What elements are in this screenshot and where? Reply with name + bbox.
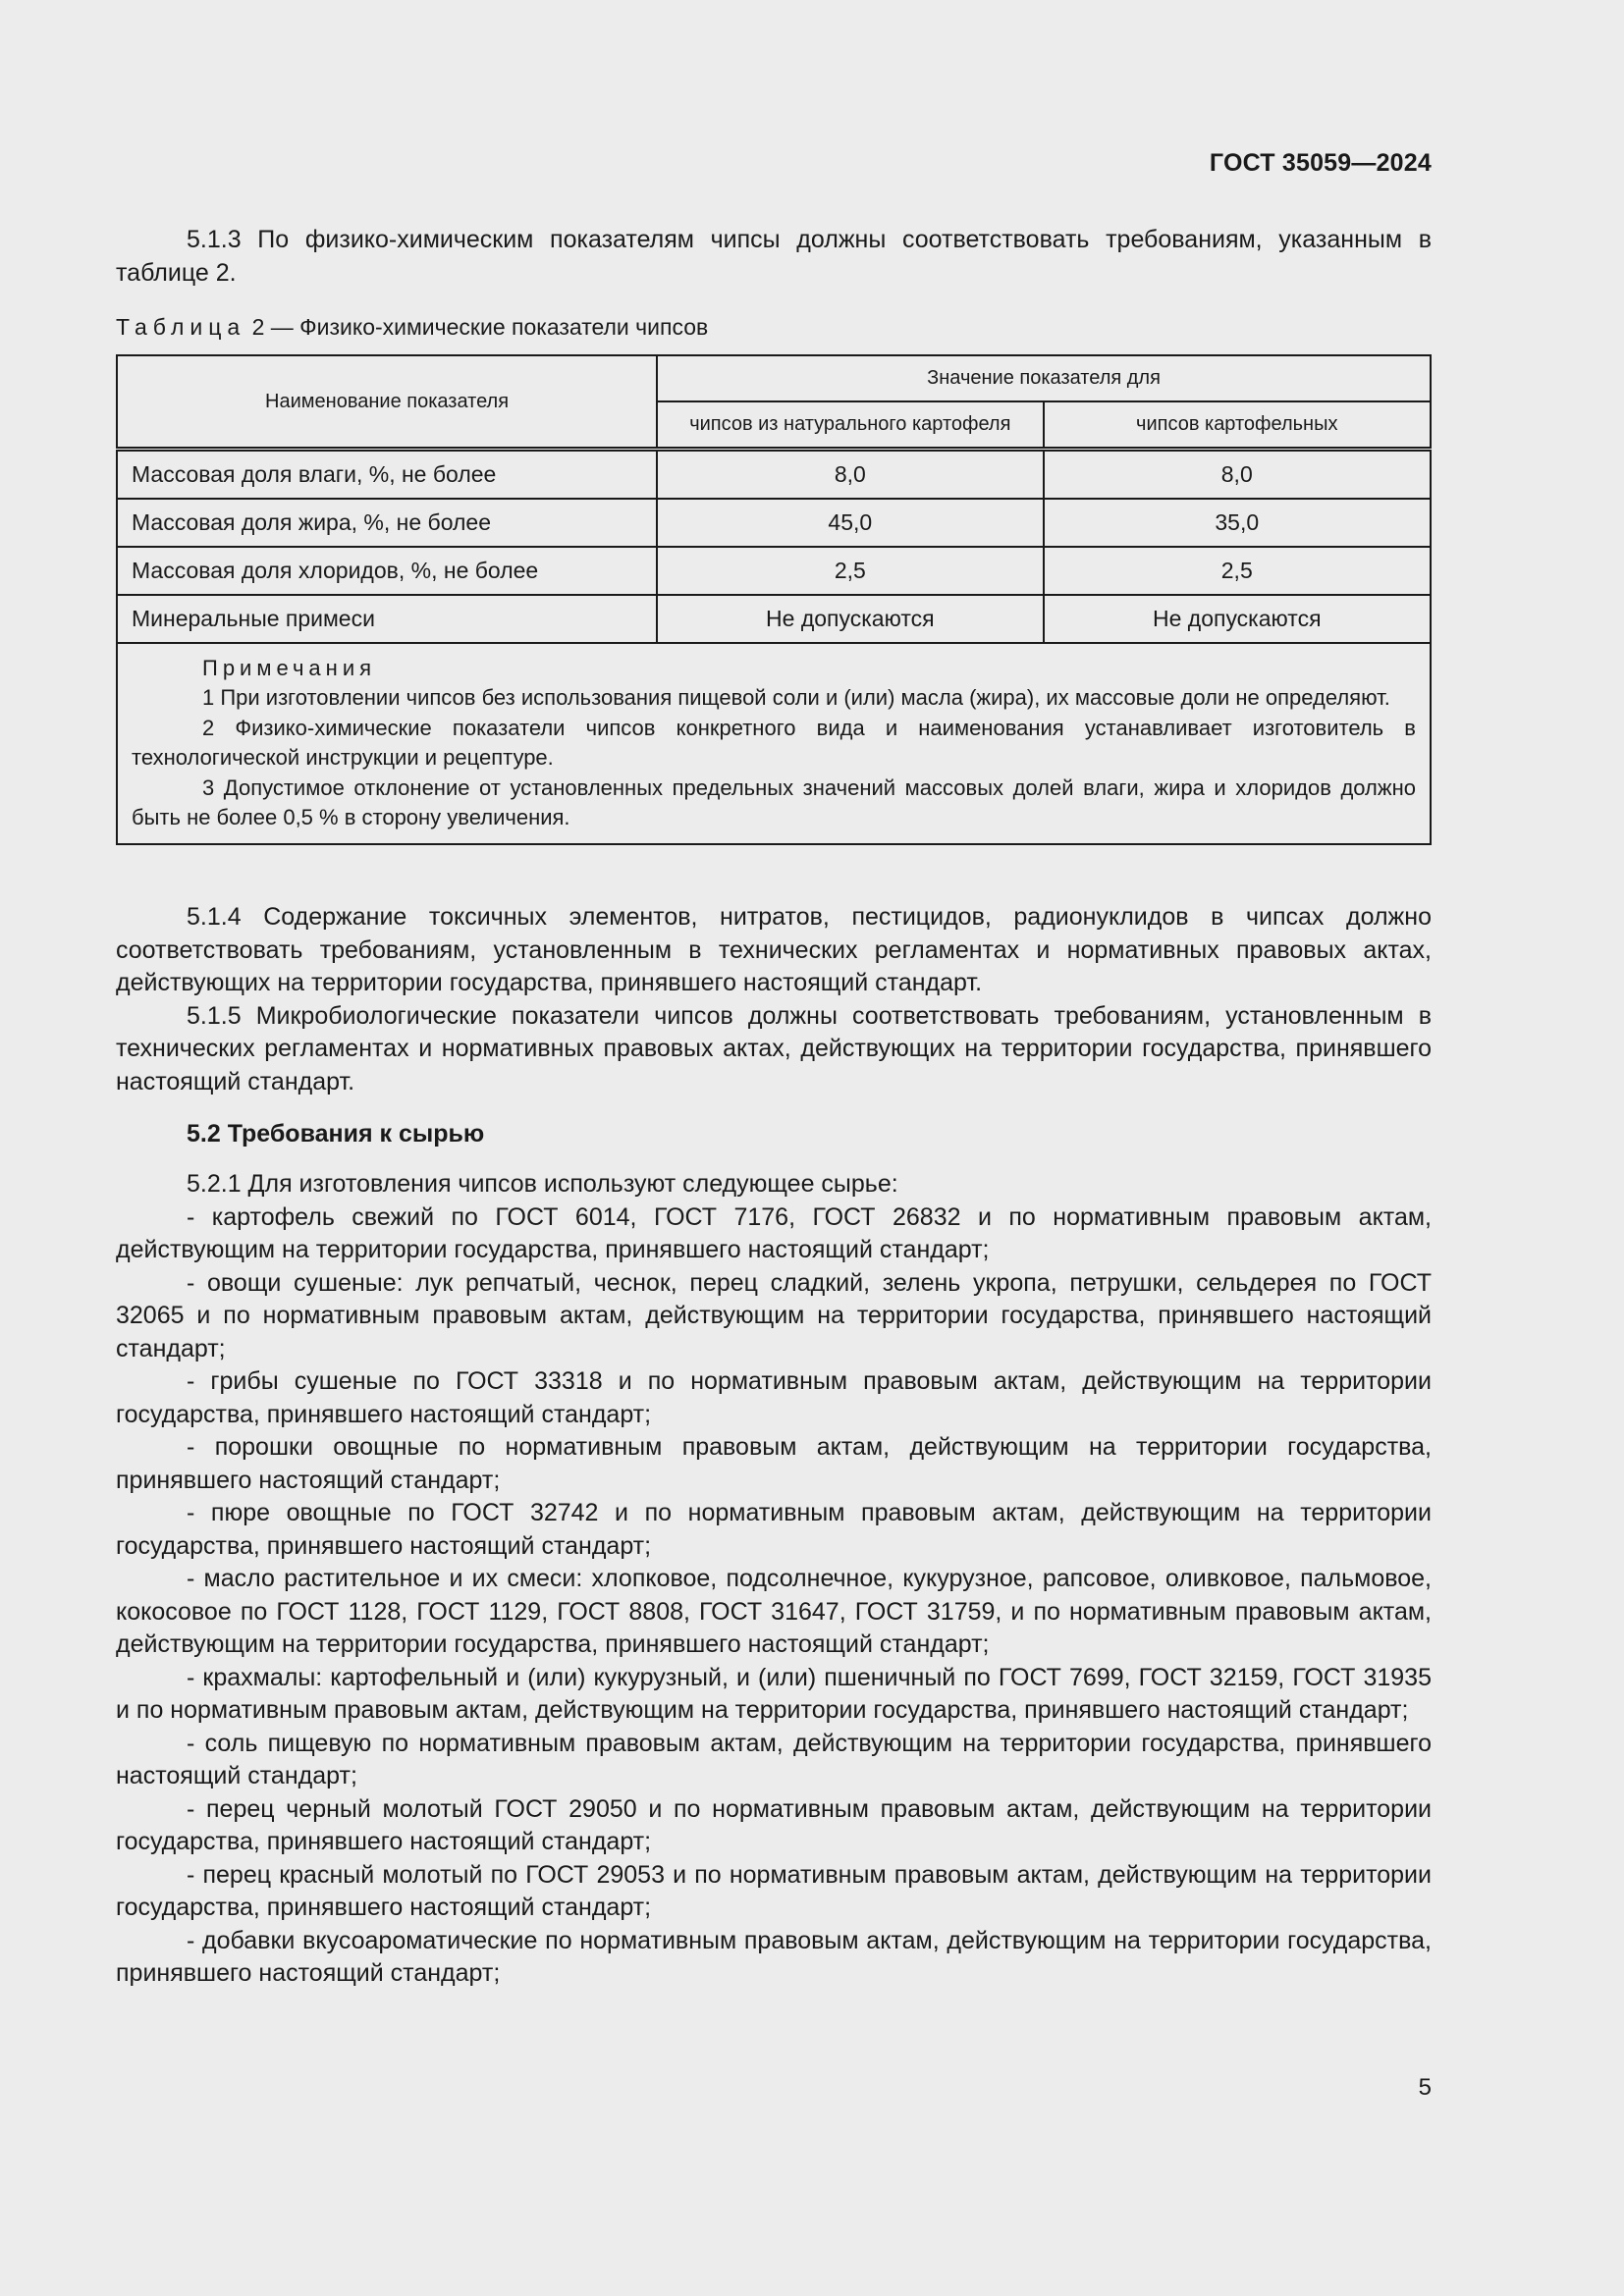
raw-materials-list [116,1168,1432,1991]
row-name: Массовая доля жира, %, не более [117,499,657,547]
table-header-row [117,355,1431,401]
note-item: 1 При изготовлении чипсов без использования пищевой соли и (или) масла (жира), их массовые доли не определяют. [202,685,1390,710]
header-value-group: Значение показателя для [657,355,1431,401]
list-item: - картофель свежий по ГОСТ 6014, ГОСТ 7176, ГОСТ 26832 и по нормативным правовым актам, действующим на территории государства, принявшего настоящий стандарт; [116,1202,1432,1263]
paragraph-5-1-5: 5.1.5 Микробиологические показатели чипсов должны соответствовать требованиям, установленным в технических регламентах и нормативных правовых актах, действующих на территории государства, принявшего настоящий стандарт. [116,1001,1432,1095]
paragraphs-5-1-4-5 [116,901,1432,1098]
row-value-a: Не допускаются [657,595,1043,643]
page-number: 5 [1418,2074,1432,2101]
table-caption [116,314,708,341]
table-caption-title: 2 — Физико-химические показатели чипсов [245,314,709,340]
row-value-b: 8,0 [1044,450,1431,500]
list-item: - порошки овощные по нормативным правовым актам, действующим на территории государства, принявшего настоящий стандарт; [116,1433,1432,1494]
row-value-a: 45,0 [657,499,1043,547]
document-page [116,0,1432,2296]
table-caption-prefix: Таблица [116,314,246,340]
list-item: - пюре овощные по ГОСТ 32742 и по нормативным правовым актам, действующим на территории государства, принявшего настоящий стандарт; [116,1499,1432,1560]
table-row [117,547,1431,595]
note-item: 2 Физико-химические показатели чипсов конкретного вида и наименования устанавливает изготовитель в технологической инструкции и рецептуре. [132,715,1416,770]
list-item: - добавки вкусоароматические по нормативным правовым актам, действующим на территории государства, принявшего настоящий стандарт; [116,1926,1432,1987]
table-notes [117,643,1431,844]
paragraph-5-1-3 [116,224,1432,290]
row-value-b: 2,5 [1044,547,1431,595]
row-value-b: Не допускаются [1044,595,1431,643]
physchem-table [116,354,1432,845]
document-code: ГОСТ 35059—2024 [1209,149,1432,177]
notes-title: Примечания [202,656,377,680]
paragraph-5-1-4: 5.1.4 Содержание токсичных элементов, нитратов, пестицидов, радионуклидов в чипсах должно соответствовать требованиям, установленным в технических регламентах и нормативных правовых актах, действующих на территории государства, принявшего настоящий стандарт. [116,903,1432,996]
list-item: - грибы сушеные по ГОСТ 33318 и по нормативным правовым актам, действующим на территории государства, принявшего настоящий стандарт; [116,1367,1432,1428]
table-row [117,499,1431,547]
row-name: Минеральные примеси [117,595,657,643]
list-item: - перец черный молотый ГОСТ 29050 и по нормативным правовым актам, действующим на территории государства, принявшего настоящий стандарт; [116,1794,1432,1855]
section-heading: 5.2 Требования к сырью [187,1120,485,1148]
table-row [117,595,1431,643]
row-value-b: 35,0 [1044,499,1431,547]
list-item: - перец красный молотый по ГОСТ 29053 и по нормативным правовым актам, действующим на территории государства, принявшего настоящий стандарт; [116,1860,1432,1921]
row-name: Массовая доля хлоридов, %, не более [117,547,657,595]
paragraph-text: 5.1.3 По физико-химическим показателям чипсы должны соответствовать требованиям, указанным в таблице 2. [116,226,1432,287]
list-item: - крахмалы: картофельный и (или) кукурузный, и (или) пшеничный по ГОСТ 7699, ГОСТ 32159, ГОСТ 31935 и по нормативным правовым актам, действующим на территории государства, принявшего настоящий стандарт; [116,1663,1432,1724]
list-item: - соль пищевую по нормативным правовым актам, действующим на территории государства, принявшего настоящий стандарт; [116,1729,1432,1789]
list-item: - масло растительное и их смеси: хлопковое, подсолнечное, кукурузное, рапсовое, оливковое, пальмовое, кокосовое по ГОСТ 1128, ГОСТ 1129, ГОСТ 8808, ГОСТ 31647, ГОСТ 31759, и по нормативным правовым актам, действующим на территории государства, принявшего настоящий стандарт; [116,1565,1432,1658]
row-value-a: 2,5 [657,547,1043,595]
table-row [117,450,1431,500]
table-notes-row [117,643,1431,844]
header-indicator-name: Наименование показателя [117,355,657,450]
header-potato-chips: чипсов картофельных [1044,401,1431,450]
row-name: Массовая доля влаги, %, не более [117,450,657,500]
header-natural-potato: чипсов из натурального картофеля [657,401,1043,450]
list-item: - овощи сушеные: лук репчатый, чеснок, перец сладкий, зелень укропа, петрушки, сельдерея по ГОСТ 32065 и по нормативным правовым актам, действующим на территории государства, принявшего настоящий стандарт; [116,1268,1432,1362]
row-value-a: 8,0 [657,450,1043,500]
paragraph-5-2-1: 5.2.1 Для изготовления чипсов используют следующее сырье: [187,1170,898,1198]
note-item: 3 Допустимое отклонение от установленных предельных значений массовых долей влаги, жира и хлоридов должно быть не более 0,5 % в сторону увеличения. [132,774,1416,829]
